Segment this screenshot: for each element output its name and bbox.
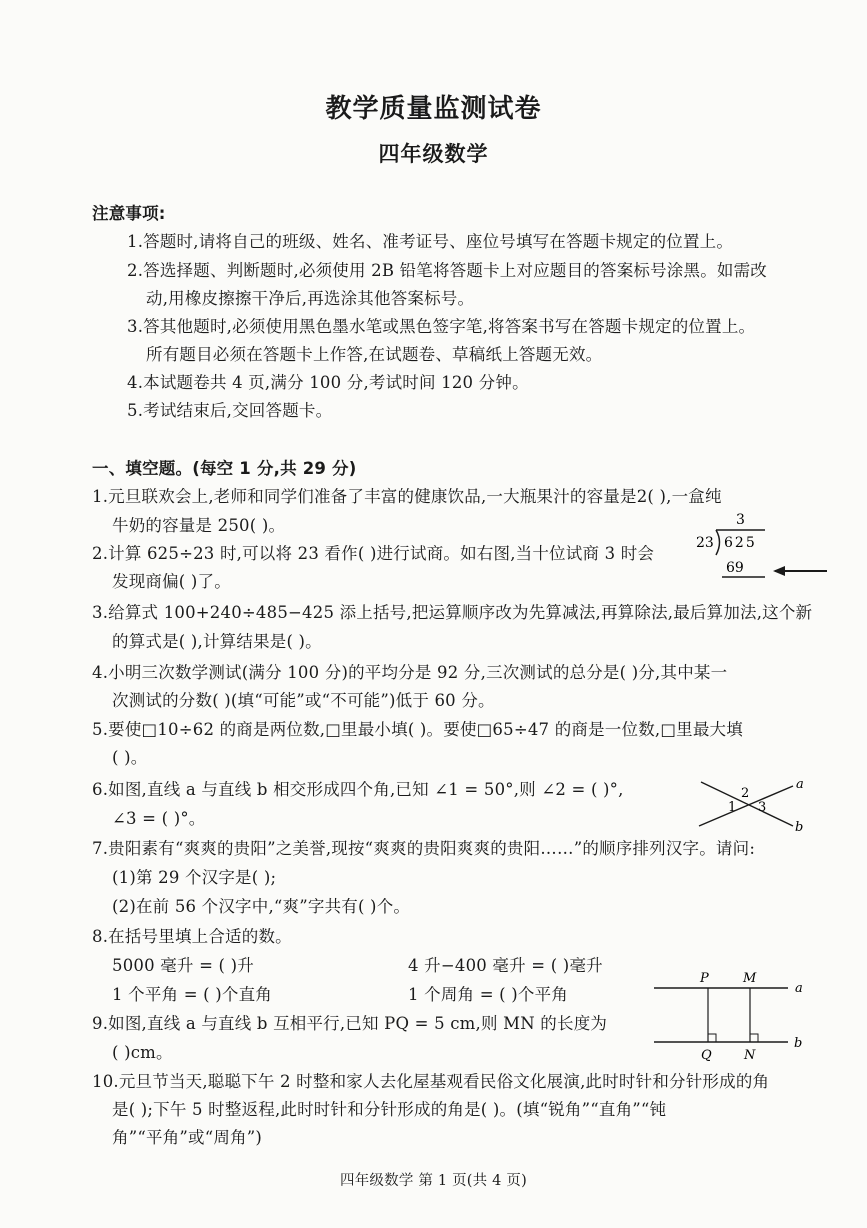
- parallel-lines-figure: [648, 968, 808, 1064]
- exam-subtitle: 四年级数学: [378, 142, 489, 166]
- note-line: 动,用橡皮擦擦干净后,再选涂其他答案标号。: [146, 289, 475, 308]
- question-line: 8.在括号里填上合适的数。: [92, 927, 292, 946]
- note-line: 5.考试结束后,交回答题卡。: [127, 401, 333, 420]
- point-n-label: N: [744, 1048, 756, 1063]
- divisor: 23: [696, 535, 714, 551]
- angle-3-label: 3: [758, 800, 767, 815]
- note-line: 1.答题时,请将自己的班级、姓名、准考证号、座位号填写在答题卡规定的位置上。: [127, 232, 734, 251]
- question-line: 2.计算 625÷23 时,可以将 23 看作( )进行试商。如右图,当十位试商 3 时会: [92, 544, 655, 563]
- note-line: 3.答其他题时,必须使用黑色墨水笔或黑色签字笔,将答案书写在答题卡规定的位置上。: [127, 317, 756, 336]
- line-b-label: b: [794, 1036, 803, 1051]
- question-line: ( )。: [112, 748, 148, 767]
- question-line: (2)在前 56 个汉字中,“爽”字共有( )个。: [112, 897, 411, 916]
- question-line: 角”“平角”或“周角”): [112, 1128, 263, 1147]
- line-a-label: a: [796, 777, 804, 792]
- question-line: 5000 毫升 = ( )升: [112, 956, 254, 975]
- question-line: 6.如图,直线 a 与直线 b 相交形成四个角,已知 ∠1 = 50°,则 ∠2 = ( )°,: [92, 780, 624, 799]
- question-line: 的算式是( ),计算结果是( )。: [112, 632, 322, 651]
- question-line: 1 个周角 = ( )个平角: [408, 985, 568, 1004]
- point-q-label: Q: [701, 1048, 712, 1063]
- section-heading: 一、填空题。(每空 1 分,共 29 分): [92, 459, 357, 478]
- partial-product: 69: [726, 560, 744, 576]
- question-line: 3.给算式 100+240÷485−425 添上括号,把运算顺序改为先算减法,再算除法,最后算加法,这个新: [92, 603, 813, 622]
- note-line: 所有题目必须在答题卡上作答,在试题卷、草稿纸上答题无效。: [146, 345, 603, 364]
- question-line: ∠3 = ( )°。: [112, 809, 206, 828]
- question-line: 4.小明三次数学测试(满分 100 分)的平均分是 92 分,三次测试的总分是( )分,其中某一: [92, 663, 728, 682]
- question-line: 10.元旦节当天,聪聪下午 2 时整和家人去化屋基观看民俗文化展演,此时时针和分针形成的角: [92, 1072, 770, 1091]
- question-line: 5.要使□10÷62 的商是两位数,□里最小填( )。要使□65÷47 的商是一位数,□里最大填: [92, 720, 743, 739]
- question-line: 4 升−400 毫升 = ( )毫升: [408, 956, 603, 975]
- question-line: 发现商偏( )了。: [112, 572, 231, 591]
- line-b-label: b: [795, 820, 804, 835]
- point-m-label: M: [743, 971, 757, 986]
- dividend: 625: [724, 535, 757, 551]
- question-line: ( )cm。: [112, 1043, 173, 1062]
- question-line: 7.贵阳素有“爽爽的贵阳”之美誉,现按“爽爽的贵阳爽爽的贵阳……”的顺序排列汉字。请问:: [92, 839, 756, 858]
- note-line: 2.答选择题、判断题时,必须使用 2B 铅笔将答题卡上对应题目的答案标号涂黑。如需改: [127, 261, 768, 280]
- question-line: 次测试的分数( )(填“可能”或“不可能”)低于 60 分。: [112, 691, 495, 710]
- question-line: 1 个平角 = ( )个直角: [112, 985, 272, 1004]
- long-division-figure: [695, 508, 835, 586]
- note-line: 4.本试题卷共 4 页,满分 100 分,考试时间 120 分钟。: [127, 373, 529, 392]
- intersecting-lines-figure: [695, 774, 810, 836]
- quotient-digit: 3: [736, 512, 745, 528]
- angle-1-label: 1: [728, 800, 737, 815]
- exam-title: 教学质量监测试卷: [325, 94, 542, 124]
- question-line: 9.如图,直线 a 与直线 b 互相平行,已知 PQ = 5 cm,则 MN 的长度为: [92, 1014, 608, 1033]
- line-a-label: a: [795, 981, 803, 996]
- angle-2-label: 2: [741, 786, 750, 801]
- notes-heading: 注意事项:: [92, 204, 166, 223]
- page-footer: 四年级数学 第 1 页(共 4 页): [340, 1173, 527, 1189]
- point-p-label: P: [700, 971, 709, 986]
- question-line: 牛奶的容量是 250( )。: [112, 516, 286, 535]
- question-line: (1)第 29 个汉字是( );: [112, 868, 277, 887]
- question-line: 是( );下午 5 时整返程,此时时针和分针形成的角是( )。(填“锐角”“直角”“钝: [112, 1100, 667, 1119]
- question-line: 1.元旦联欢会上,老师和同学们准备了丰富的健康饮品,一大瓶果汁的容量是2( ),一盒纯: [92, 487, 722, 506]
